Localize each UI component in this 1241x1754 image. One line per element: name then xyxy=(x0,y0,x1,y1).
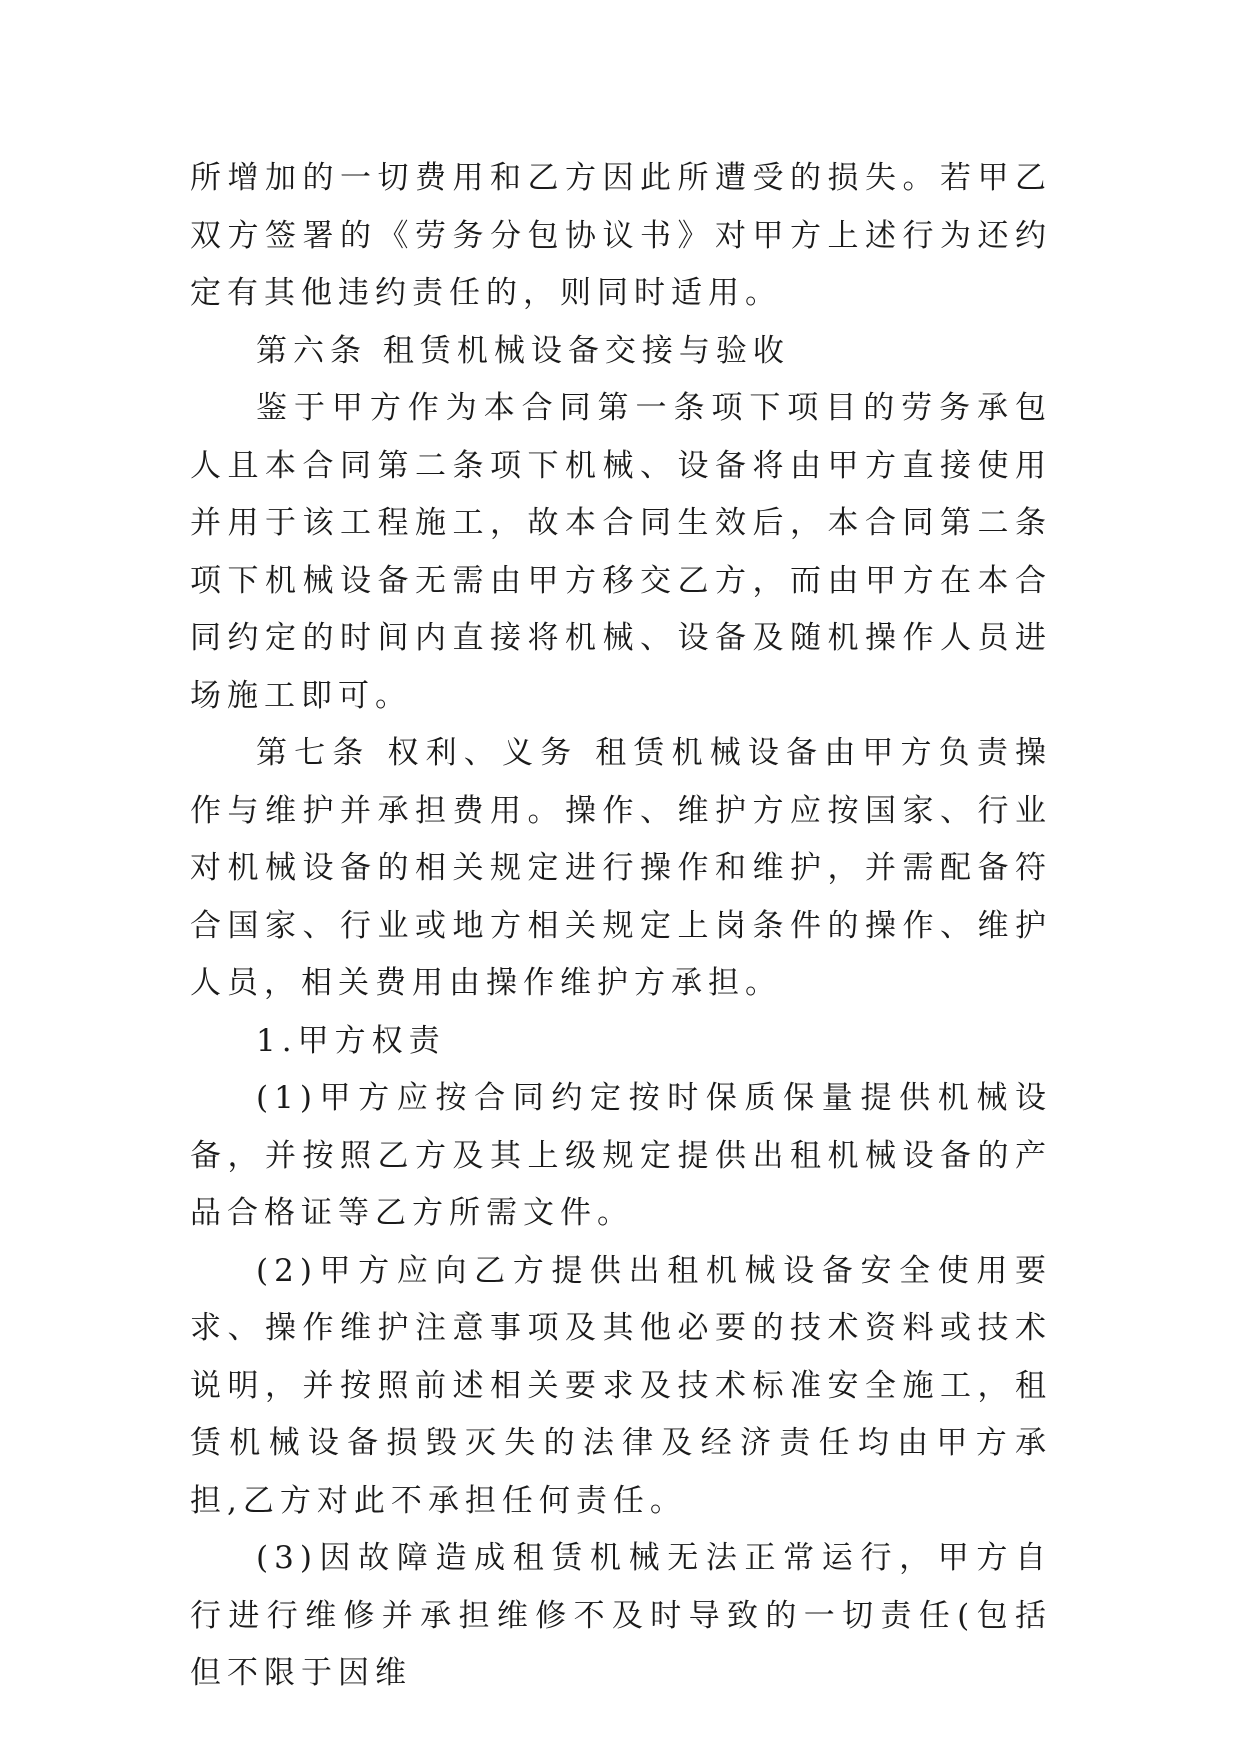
document-page xyxy=(190,150,1052,1703)
article-six-body: 鉴于甲方作为本合同第一条项下项目的劳务承包人且本合同第二条项下机械、设备将由甲方直接使用并用于该工程施工，故本合同生效后，本合同第二条项下机械设备无需由甲方移交乙方，而由甲方在本合同约定的时间内直接将机械、设备及随机操作人员进场施工即可。 xyxy=(190,390,1052,714)
clause-3: (3)因故障造成租赁机械无法正常运行，甲方自行进行维修并承担维修不及时导致的一切责任(包括但不限于因维 xyxy=(190,1540,1052,1691)
article-six-heading: 第六条 租赁机械设备交接与验收 xyxy=(256,332,790,369)
party-a-rights-heading: 1.甲方权责 xyxy=(256,1022,446,1059)
clause-2: (2)甲方应向乙方提供出租机械设备安全使用要求、操作维护注意事项及其他必要的技术资料或技术说明，并按照前述相关要求及技术标准安全施工，租赁机械设备损毁灭失的法律及经济责任均由甲方承担,乙方对此不承担任何责任。 xyxy=(190,1252,1052,1519)
article-seven-body: 第七条 权利、义务 租赁机械设备由甲方负责操作与维护并承担费用。操作、维护方应按国家、行业对机械设备的相关规定进行操作和维护，并需配备符合国家、行业或地方相关规定上岗条件的操作、维护人员，相关费用由操作维护方承担。 xyxy=(190,735,1052,1001)
clause-1: (1)甲方应按合同约定按时保质保量提供机械设备，并按照乙方及其上级规定提供出租机械设备的产品合格证等乙方所需文件。 xyxy=(190,1080,1052,1231)
paragraph-continuation: 所增加的一切费用和乙方因此所遭受的损失。若甲乙双方签署的《劳务分包协议书》对甲方上述行为还约定有其他违约责任的，则同时适用。 xyxy=(190,160,1052,311)
